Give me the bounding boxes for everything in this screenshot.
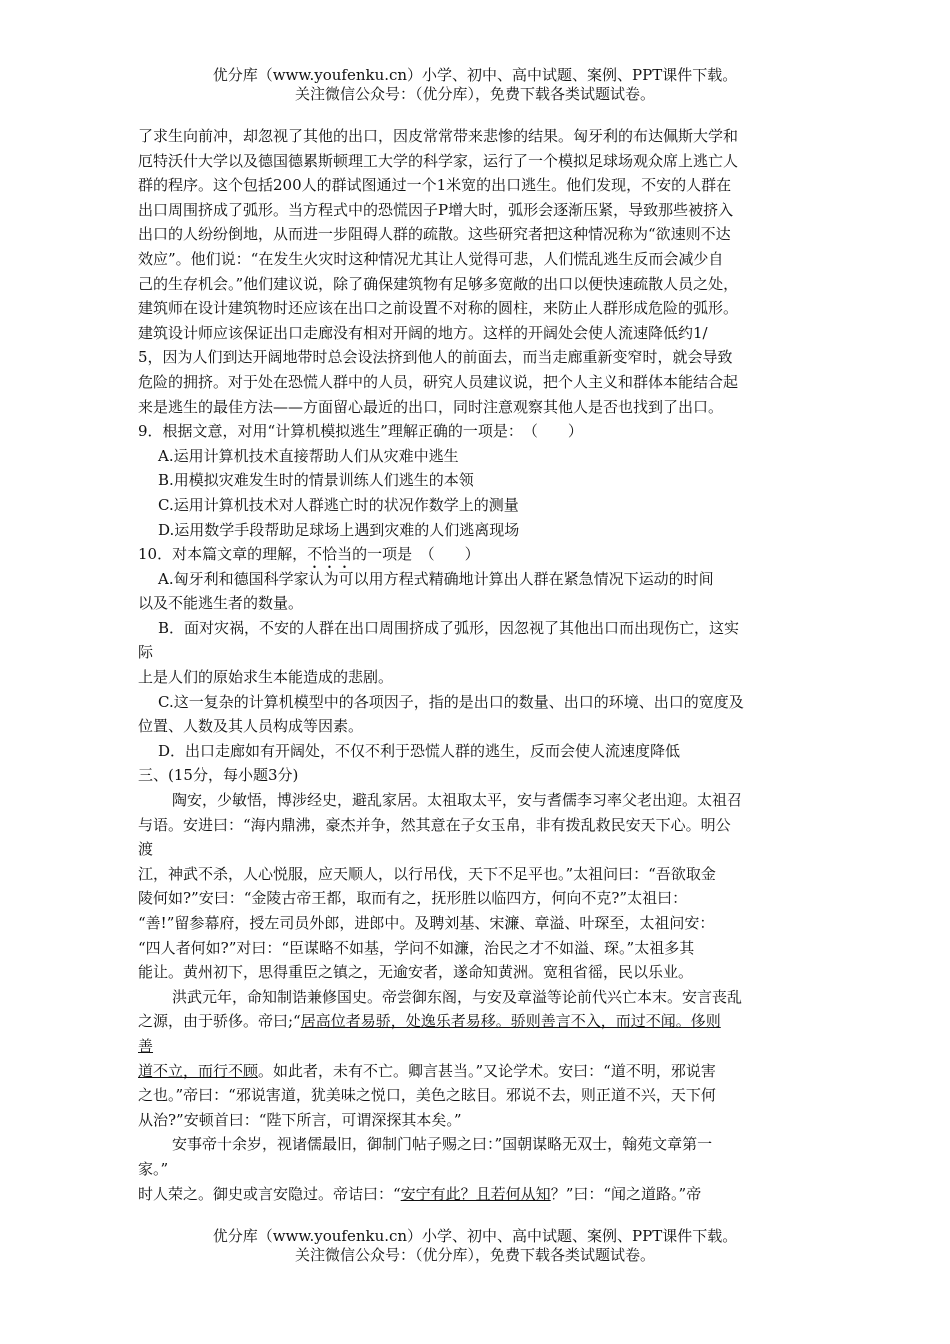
passage-line: 建筑师在设计建筑物时还应该在出口之前设置不对称的圆柱，来防止人群形成危险的弧形。 bbox=[138, 299, 739, 318]
underlined-sentence: 居高位者易骄，处逸乐者易移。骄则善言不入，而过不闻。侈则 bbox=[300, 1012, 721, 1031]
header-line-1: 优分库（www.youfenku.cn）小学、初中、高中试题、案例、PPT课件下载。 bbox=[212, 66, 738, 84]
question-10-option-b: B．面对灾祸，不安的人群在出口周围挤成了弧形，因忽视了其他出口而出现伤亡，这实 bbox=[158, 618, 740, 637]
question-10-option-a: A.匈牙利和德国科学家认为可以用方程式精确地计算出人群在紧急情况下运动的时间 bbox=[158, 569, 714, 588]
question-9-option-d: D.运用数学手段帮助足球场上遇到灾难的人们逃离现场 bbox=[158, 520, 520, 539]
stem-text: 10．对本篇文章的理解， bbox=[138, 545, 308, 564]
passage-line: 建筑设计师应该保证出口走廊没有相对开阔的地方。这样的开阔处会使人流速降低约1/ bbox=[138, 323, 708, 342]
question-10-option-c: C.这一复杂的计算机模型中的各项因子，指的是出口的数量、出口的环境、出口的宽度及 bbox=[158, 692, 744, 711]
plain-text: 。如此者，未有不亡。卿言甚当。”又论学术。安曰：“道不明，邪说害 bbox=[258, 1061, 716, 1080]
question-9-option-b: B.用模拟灾难发生时的情景训练人们逃生的本领 bbox=[158, 471, 474, 490]
emphasis-text: 不恰当 bbox=[307, 545, 353, 564]
passage-line: 了求生向前冲，却忽视了其他的出口，因皮常常带来悲惨的结果。匈牙利的布达佩斯大学和 bbox=[138, 127, 739, 145]
section-3 bbox=[138, 763, 828, 1206]
question-10 bbox=[138, 542, 828, 763]
question-9-stem: 9．根据文意，对用“计算机模拟逃生”理解正确的一项是： （ ） bbox=[138, 422, 583, 441]
passage-line: 效应”。他们说：“在发生火灾时这种情况尤其让人觉得可悲，人们慌乱逃生反而会减少自 bbox=[138, 249, 724, 268]
question-10-option-c-cont: 位置、人数及其人员构成等因素。 bbox=[138, 717, 364, 736]
question-10-option-b-cont: 际 bbox=[138, 643, 154, 662]
classical-text-line: “四人者何如?”对曰：“臣谋略不如基，学问不如濂，治民之才不如溢、琛。”太祖多其 bbox=[138, 938, 695, 957]
underlined-sentence: 安宁有此？且若何从知 bbox=[400, 1184, 551, 1203]
passage-line: 群的程序。这个包括200人的群试图通过一个1米宽的出口逃生。他们发现，不安的人群在 bbox=[138, 176, 732, 195]
passage-line: 来是逃生的最佳方法——方面留心最近的出口，同时注意观察其他人是否也找到了出口。 bbox=[138, 397, 724, 416]
classical-text-line: 之也。”帝曰：“邪说害道，犹美味之悦口，美色之眩目。邪说不去，则正道不兴，天下何 bbox=[138, 1086, 716, 1105]
page-footer bbox=[0, 1227, 950, 1265]
classical-text-line: 安事帝十余岁，视诸儒最旧，御制门帖子赐之曰：”国朝谋略无双士，翰苑文章第一 bbox=[172, 1135, 713, 1154]
footer-line-1: 优分库（www.youfenku.cn）小学、初中、高中试题、案例、PPT课件下载。 bbox=[212, 1227, 738, 1245]
passage-line: 5，因为人们到达开阔地带时总会设法挤到他人的前面去，而当走廊重新变窄时，就会导致 bbox=[138, 348, 733, 367]
question-10-stem bbox=[138, 542, 828, 567]
plain-text: ？”曰：“闻之道路。”帝 bbox=[550, 1184, 702, 1203]
classical-text-line bbox=[138, 1009, 828, 1034]
passage-line: 出口周围挤成了弧形。当方程式中的恐慌因子P增大时，弧形会逐渐压紧，导致那些被挤入 bbox=[138, 200, 734, 219]
classical-text-line bbox=[138, 1182, 828, 1207]
question-9-option-a: A.运用计算机技术直接帮助人们从灾难中逃生 bbox=[158, 446, 459, 465]
question-10-option-d: D．出口走廊如有开阔处，不仅不利于恐慌人群的逃生，反而会使人流速度降低 bbox=[158, 741, 681, 760]
passage-line: 厄特沃什大学以及德国德累斯顿理工大学的科学家，运行了一个模拟足球场观众席上逃亡人 bbox=[138, 151, 739, 170]
classical-text-line: 与语。安进曰：“海内鼎沸，豪杰并争，然其意在子女玉帛，非有拨乱救民安天下心。明公 bbox=[138, 815, 731, 834]
passage-line: 出口的人纷纷倒地，从而进一步阻碍人群的疏散。这些研究者把这种情况称为“欲速则不达 bbox=[138, 225, 731, 244]
classical-text-line: 洪武元年，命知制诰兼修国史。帝尝御东阁，与安及章溢等论前代兴亡本末。安言丧乱 bbox=[172, 987, 743, 1006]
classical-text-line bbox=[138, 1059, 828, 1084]
plain-text: 之源，由于骄侈。帝曰;“ bbox=[138, 1012, 301, 1031]
classical-text-line: 能让。黄州初下，思得重臣之镇之，无逾安者，遂命知黄洲。宽租省徭，民以乐业。 bbox=[138, 963, 694, 982]
underlined-sentence: 善 bbox=[138, 1036, 154, 1055]
stem-text: 的一项是 （ ） bbox=[352, 545, 480, 564]
classical-text-line: 陶安，少敏悟，博涉经史，避乱家居。太祖取太平，安与耆儒李习率父老出迎。太祖召 bbox=[172, 791, 743, 810]
classical-text-line: “善!”留参幕府，授左司员外郎，进郎中。及聘刘基、宋濂、章溢、叶琛至，太祖问安： bbox=[138, 914, 715, 932]
footer-line-2: 关注微信公众号：（优分库），免费下载各类试题试卷。 bbox=[294, 1246, 655, 1264]
question-9-option-c: C.运用计算机技术对人群逃亡时的状况作数学上的测量 bbox=[158, 495, 519, 514]
question-10-option-b-cont: 上是人们的原始求生本能造成的悲剧。 bbox=[138, 668, 394, 687]
section-3-heading: 三、(15分，每小题3分) bbox=[138, 766, 299, 785]
question-10-option-a-cont: 以及不能逃生者的数量。 bbox=[138, 594, 304, 613]
page-header bbox=[0, 66, 950, 104]
plain-text: 时人荣之。御史或言安隐过。帝诘曰：“ bbox=[138, 1184, 401, 1203]
classical-text-line: 从治?”安顿首曰：“陛下所言，可谓深探其本矣。” bbox=[138, 1110, 462, 1129]
classical-text-line: 渡 bbox=[138, 840, 154, 859]
passage-line: 危险的拥挤。对于处在恐慌人群中的人员，研究人员建议说，把个人主义和群体本能结合起 bbox=[138, 372, 739, 391]
passage-line: 己的生存机会。”他们建议说，除了确保建筑物有足够多宽敞的出口以便快速疏散人员之处， bbox=[138, 274, 739, 293]
question-9 bbox=[138, 419, 828, 542]
classical-text-line: 家。” bbox=[138, 1159, 169, 1178]
classical-text-line bbox=[138, 1034, 828, 1059]
underlined-sentence: 道不立，而行不顾 bbox=[138, 1061, 259, 1080]
classical-text-line: 江，神武不杀，人心悦服，应天顺人，以行吊伐，天下不足平也。”太祖问曰：“吾欲取金 bbox=[138, 864, 716, 883]
document-body bbox=[138, 124, 828, 1206]
passage bbox=[138, 124, 828, 419]
header-line-2: 关注微信公众号：（优分库），免费下载各类试题试卷。 bbox=[294, 85, 655, 103]
classical-text-line: 陵何如?”安曰：“金陵古帝王都，取而有之，抚形胜以临四方，何向不克?”太祖曰： bbox=[138, 889, 688, 908]
